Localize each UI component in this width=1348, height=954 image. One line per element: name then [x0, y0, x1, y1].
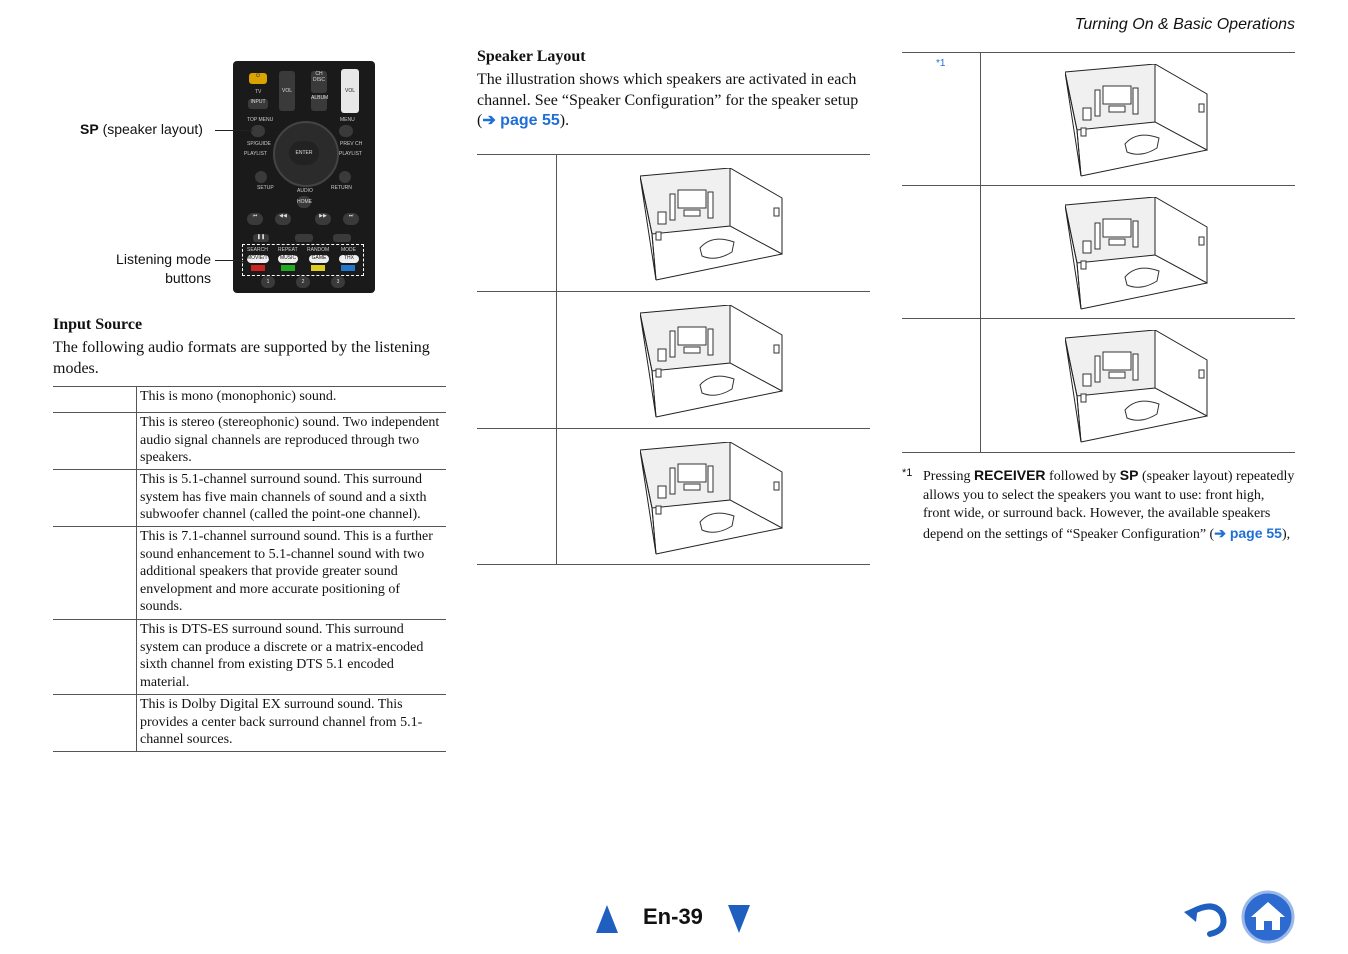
mid-table-rule	[477, 154, 870, 155]
right-table-rule	[902, 452, 1295, 453]
remote-key-home: HOME	[297, 196, 311, 208]
footnote-part: ),	[1281, 526, 1291, 542]
speaker-layout-text-main: The illustration shows which speakers are activated in each channel. See “Speaker Configuration” for the speaker setup (	[477, 71, 859, 129]
right-table-rule	[902, 185, 1295, 186]
remote-key-return: RETURN	[331, 185, 352, 191]
page-header-title: Turning On & Basic Operations	[1074, 16, 1295, 33]
pause-icon: ❚❚	[253, 234, 269, 242]
color-key-blue	[341, 265, 355, 271]
speaker-layout-heading: Speaker Layout	[477, 48, 586, 65]
remote-key-music: MUSIC	[279, 255, 297, 261]
remote-key-1: 1	[261, 276, 275, 288]
callout-sp-line	[215, 130, 253, 131]
rewind-icon: ◀◀	[275, 213, 291, 225]
mid-table-rule	[477, 564, 870, 565]
footnote-text	[923, 466, 1295, 544]
speaker-room-illustration	[1065, 197, 1211, 313]
format-label	[53, 527, 137, 620]
color-key-yellow	[311, 265, 325, 271]
power-button-icon: ⏻	[249, 73, 267, 84]
remote-key-top-menu: TOP MENU	[247, 117, 274, 123]
speaker-layout-text-end: ).	[559, 112, 570, 129]
mid-table-rule	[477, 291, 870, 292]
speaker-room-illustration	[1065, 330, 1211, 446]
table-row	[53, 695, 446, 752]
format-label	[53, 470, 137, 527]
setup-button	[255, 171, 267, 183]
remote-key-playlist-left: PLAYLIST	[244, 151, 267, 157]
callout-sp-rest: (speaker layout)	[98, 121, 203, 137]
skip-forward-icon: ⏭	[343, 213, 359, 225]
remote-key-playlist-right: PLAYLIST	[339, 151, 362, 157]
page-55-link[interactable]: ➔ page 55	[482, 112, 560, 129]
fast-forward-icon: ▶▶	[315, 213, 331, 225]
callout-sp-bold: SP	[80, 121, 99, 137]
right-table-divider	[980, 52, 981, 452]
remote-key-prev-ch: PREV CH	[340, 141, 363, 147]
back-return-icon[interactable]	[1180, 896, 1230, 938]
remote-key-random: RANDOM	[307, 247, 330, 253]
format-label	[53, 695, 137, 752]
color-key-red	[251, 265, 265, 271]
speaker-room-illustration	[640, 442, 786, 558]
format-description: This is mono (monophonic) sound.	[137, 387, 447, 413]
remote-key-mode: MODE	[341, 247, 356, 253]
remote-key-tv: TV	[255, 89, 262, 95]
remote-key-vol-right: VOL	[341, 69, 359, 113]
callout-listening-line2: buttons	[165, 270, 211, 286]
menu-button	[339, 125, 353, 137]
speaker-room-illustration	[640, 305, 786, 421]
footnote-mark: *1	[902, 467, 913, 479]
remote-key-repeat: REPEAT	[278, 247, 298, 253]
format-description: This is stereo (stereophonic) sound. Two independent audio signal channels are reproduced through two speakers.	[137, 413, 447, 470]
speaker-room-illustration	[640, 168, 786, 284]
mid-table-rule	[477, 428, 870, 429]
previous-page-arrow-icon[interactable]	[596, 905, 618, 933]
remote-key-input: INPUT	[248, 99, 268, 109]
remote-key-setup: SETUP	[257, 185, 274, 191]
home-icon[interactable]	[1241, 890, 1295, 944]
remote-key-movie-tv: MOVIE/TV	[247, 255, 271, 261]
speaker-room-illustration	[1065, 64, 1211, 180]
table-row	[53, 413, 446, 470]
callout-sp	[80, 121, 203, 137]
header-rule	[902, 52, 1295, 53]
sp-button	[251, 125, 265, 137]
footnote-part: followed by	[1045, 469, 1120, 484]
page-number: En-39	[643, 904, 703, 929]
format-description: This is DTS-ES surround sound. This surround system can produce a discrete or a matrix-encoded sixth channel from existing DTS 5.1 encoded material.	[137, 620, 447, 695]
remote-key-album: ALBUM	[311, 95, 327, 111]
remote-key-vol-left: VOL	[279, 71, 295, 111]
format-label	[53, 620, 137, 695]
remote-key-search: SEARCH	[247, 247, 268, 253]
remote-control-image	[233, 61, 375, 293]
footnote-sp: SP	[1119, 467, 1139, 483]
note-mark-link[interactable]: *1	[936, 58, 946, 69]
callout-listening-mode	[100, 250, 211, 288]
color-key-green	[281, 265, 295, 271]
play-button	[333, 234, 351, 242]
format-label	[53, 413, 137, 470]
callout-listening-line1: Listening mode	[116, 251, 211, 267]
next-page-arrow-icon[interactable]	[728, 905, 750, 933]
mid-table-divider	[556, 154, 557, 564]
callout-listening-line	[215, 260, 243, 261]
footnote-page-55-link[interactable]: ➔ page 55	[1214, 524, 1282, 541]
table-row	[53, 527, 446, 620]
input-source-table	[53, 386, 446, 752]
remote-key-3: 3	[331, 276, 345, 288]
remote-key-audio: AUDIO	[297, 188, 313, 194]
rewind-skip-icon: ⏮	[247, 213, 263, 225]
remote-key-enter: ENTER	[289, 141, 319, 165]
footnote-part: Pressing	[923, 469, 974, 484]
footnote-part: (speaker layout) repeatedly allows you to select the speakers you want to use: front high, front wide, or surround back. However, the available speakers depend on the settings of “Speaker Configuration” (	[923, 469, 1295, 542]
return-button	[339, 171, 351, 183]
remote-key-thx: THX	[339, 255, 359, 263]
footnote-receiver: RECEIVER	[973, 467, 1046, 483]
right-table-rule	[902, 318, 1295, 319]
speaker-layout-text	[477, 70, 872, 132]
remote-key-sp-guide: SP/GUIDE	[247, 141, 271, 147]
table-row	[53, 387, 446, 413]
table-row	[53, 620, 446, 695]
format-label	[53, 387, 137, 413]
remote-key-2: 2	[296, 276, 310, 288]
stop-button	[295, 234, 313, 242]
remote-key-ch-disc: CH DISC	[311, 71, 327, 93]
format-description: This is 5.1-channel surround sound. This surround system has five main channels of sound and a sixth subwoofer channel (called the point-one channel).	[137, 470, 447, 527]
input-source-intro: The following audio formats are supported by the listening modes.	[53, 339, 430, 377]
remote-key-game: GAME	[309, 255, 329, 263]
format-description: This is Dolby Digital EX surround sound. This provides a center back surround channel from 5.1-channel sources.	[137, 695, 447, 752]
remote-key-menu: MENU	[340, 117, 355, 123]
table-row	[53, 470, 446, 527]
format-description: This is 7.1-channel surround sound. This is a further sound enhancement to 5.1-channel sound with two additional speakers that provide greater sound envelopment and more accurate positioning of sounds.	[137, 527, 447, 620]
input-source-heading: Input Source	[53, 316, 143, 333]
